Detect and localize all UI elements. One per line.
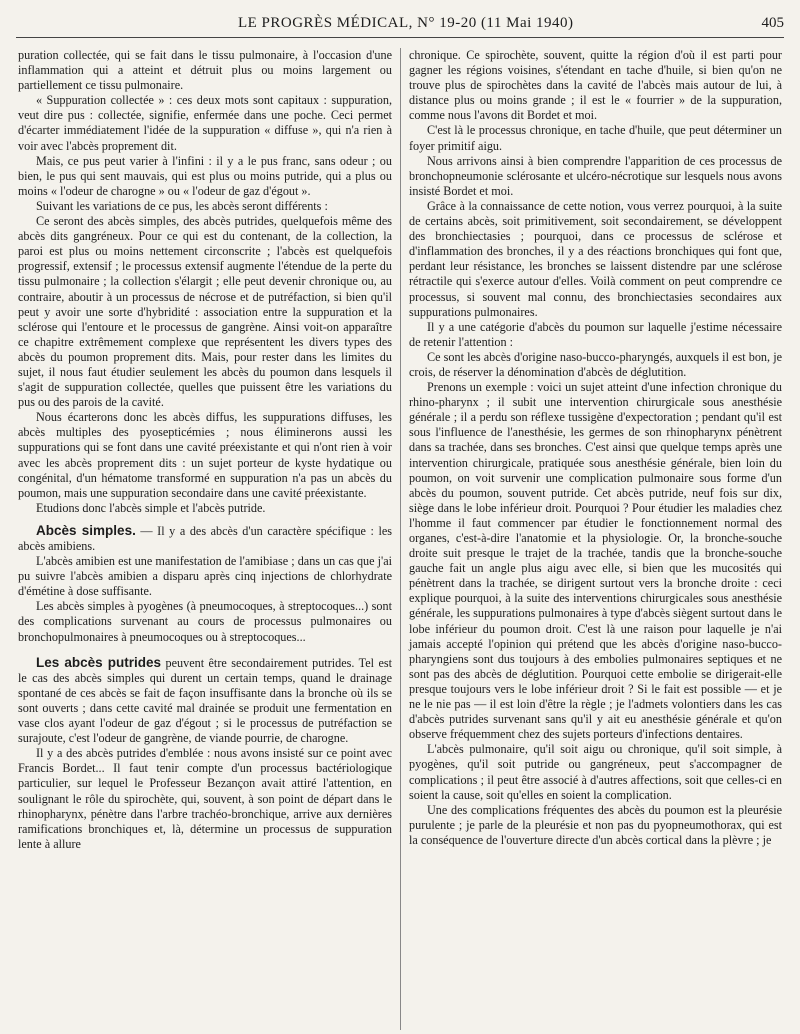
paragraph: Il y a une catégorie d'abcès du poumon sur laquelle j'estime nécessaire de retenir l'attention : [409, 319, 782, 349]
paragraph-text: — Il y a des abcès d'un caractère spécifique : les abcès amibiens. [18, 523, 393, 553]
paragraph: puration collectée, qui se fait dans le tissu pulmonaire, à l'occasion d'une inflammation qui a atteint et détruit plus ou moins largement ou partiellement ce tissu pulmonaire. [18, 48, 392, 93]
journal-title: LE PROGRÈS MÉDICAL, N° 19-20 (11 Mai 1940) [237, 15, 574, 31]
paragraph: L'abcès pulmonaire, qu'il soit aigu ou chronique, qu'il soit simple, à pyogènes, qu'il soit putride ou gangréneux, peut s'accompagner de complications ; il peut être associé à d'autres affections, soit que celles-ci en soient la cause, soit qu'elles en soient la complication. [409, 742, 782, 802]
paragraph: « Suppuration collectée » : ces deux mots sont capitaux : suppuration, veut dire pus : collectée, signifie, enfermée dans une poche. Ceci permet d'écarter immédiatement l'idée de la suppuration « diffuse », qui n'a rien à voir avec l'abcès proprement dit. [18, 93, 392, 153]
paragraph: Mais, ce pus peut varier à l'infini : il y a le pus franc, sans odeur ; ou bien, le pus qui sent mauvais, qui est plus ou moins putride, qui a plus ou moins « l'odeur de charogne » ou « l'odeur de gaz d'égout ». [18, 153, 392, 198]
paragraph: Prenons un exemple : voici un sujet atteint d'une infection chronique du rhino-pharynx ; il subit une intervention chirurgicale sous anesthésie générale ; il a perdu son réflexe tussigène d'expectoration ; pendant qu'il est sous l'influence de l'anesthésie, les germes de son rhinopharynx pénètrent dans sa trachée, dans ses bronches. C'est ainsi que quelque temps après une intervention chirurgicale, pratiquée sous anesthésie générale, bien loin du poumon, on voit survenir une complication pulmonaire sous forme d'un abcès du poumon, souvent putride. Cet abcès putride, neuf fois sur dix, siège dans le lobe inférieur droit. Pourquoi ? Pour étudier les maladies chez l'homme il faut commencer par étudier le fonctionnement normal des organes, c'est-à-dire l'anatomie et la physiologie. Or, la bronche-souche droite suit presque le trajet de la trachée, tandis que la bronche-souche gauche fait un angle plus aigu avec elle, si bien que les mucosités qui pénètrent dans la trachée, se dirigent surtout vers la bronche droite : ceci explique pourquoi, à la suite des interventions chirurgicales sous anesthésie générale, les suppurations pulmonaires à type d'abcès siègent surtout dans le lobe inférieur du poumon droit. C'est là une raison pour laquelle je n'ai jamais accepté l'opinion qui prétend que les abcès d'origine naso-bucco-pharyngiens sont dus toujours à des embolies pulmonaires septiques et ne sont pas des abcès de déglutition. Pourquoi cette embolie se dirigerait-elle presque toujours vers le lobe inférieur droit ? Si le fait est possible — et je ne le nie pas — il est loin d'être la règle ; je l'admets volontiers dans les cas d'abcès putrides survenant sans qu'il y ait eu anesthésie générale et qu'on observe fréquemment chez des sujets porteurs d'infections dentaires. [409, 380, 782, 742]
paragraph: Les abcès simples à pyogènes (à pneumocoques, à streptocoques...) sont des complications survenant au cours de processus pulmonaires ou bronchopulmonaires à pneumocoques ou à streptocoques... [18, 599, 392, 644]
running-header [16, 10, 784, 38]
paragraph: C'est là le processus chronique, en tache d'huile, que peut déterminer un foyer primitif aigu. [409, 123, 782, 153]
left-column [18, 48, 400, 1030]
paragraph: Ce seront des abcès simples, des abcès putrides, quelquefois même des abcès dits gangréneux. Pour ce qui est du contenant, de la collection, la paroi est plus ou moins nettement circonscrite ; l'abcès est quelquefois progressif, extensif ; le processus extensif augmente l'étendue de la perte du tissu pulmonaire ; la collection s'élargit ; elle peut devenir chronique ou, au contraire, aboutir à un processus de nécrose et de putréfaction, si bien qu'il peut y avoir une sorte d'hybridité : association entre la suppuration et la sclérose qui l'entoure et le processus de gangrène. Ainsi voit-on apparaître ce chapitre extrêmement complexe que représentent les divers types des abcès du poumon proprement dits. Mais, pour rester dans les limites du sujet, il nous faut étudier seulement les abcès du poumon dans lesquels il s'agit de suppuration collectée, quelles que puissent être les variations du pus ou des parois de la cavité. [18, 214, 392, 410]
section-paragraph [18, 523, 392, 554]
right-column [400, 48, 782, 1030]
paragraph: Il y a des abcès putrides d'emblée : nous avons insisté sur ce point avec Francis Bordet... Il faut tenir compte d'un processus bactériologique particulier, sur lequel le Professeur Bezançon avait attiré l'attention, en soulignant le rôle du spirochète, qui, souvent, à son point de départ dans le rhinopharynx, pénètre dans l'arbre trachéo-bronchique, arrive aux dernières ramifications bronchiques et, là, détermine un processus de suppuration lente à allure [18, 746, 392, 851]
paragraph: Grâce à la connaissance de cette notion, vous verrez pourquoi, à la suite de certains abcès, soit primitivement, soit secondairement, se développent des bronchiectasies ; pourquoi, dans ce processus de sclérose et d'inflammation des bronches, il y a des réactions bronchiques qui font que, perdant leur résistance, les bronches se laissent distendre par une sclérose rétractile qui s'exerce autour d'elles. Voilà comment on peut comprendre ce processus, si souvent mal connu, des bronchiectasies secondaires aux suppurations pulmonaires. [409, 198, 782, 319]
paragraph: Une des complications fréquentes des abcès du poumon est la pleurésie purulente ; je parle de la pleurésie et non pas du pyopneumothorax, qui est la conséquence de l'ouverture directe d'un abcès cortical dans la plèvre ; je [409, 802, 782, 847]
paragraph-text: peuvent être secondairement putrides. Tel est le cas des abcès simples qui durent un certain temps, quand le drainage spontané de ces abcès se fait de façon insuffisante dans la bronche où ils se sont ouverts ; dans cette cavité mal drainée se produit une fermentation en vase clos ayant l'odeur de gaz d'égout ; si le processus de putréfaction se surajoute, c'est l'odeur de gangrène, de viande pourrie, de charogne. [18, 655, 392, 746]
paragraph: Nous arrivons ainsi à bien comprendre l'apparition de ces processus de bronchopneumonie sclérosante et ulcéro-nécrotique sur lesquels nous avons insisté Bordet et moi. [409, 153, 782, 198]
paragraph: Ce sont les abcès d'origine naso-bucco-pharyngés, auxquels il est bon, je crois, de réserver la dénomination d'abcès de déglutition. [409, 349, 782, 379]
paragraph: L'abcès amibien est une manifestation de l'amibiase ; dans un cas que j'ai pu suivre l'abcès amibien a disparu après cinq injections de chlorhydrate d'émétine à dose suffisante. [18, 554, 392, 599]
article-body [18, 48, 782, 1030]
paragraph: chronique. Ce spirochète, souvent, quitte la région d'où il est parti pour gagner les régions voisines, s'étendant en tache d'huile, si bien qu'on ne trouve plus de spirochètes dans la cavité de l'abcès mais autour de lui, à distance plus ou moins grande ; il est le « fourrier » de la suppuration, comme nous l'avons dit Bordet et moi. [409, 48, 782, 123]
paragraph: Etudions donc l'abcès simple et l'abcès putride. [36, 500, 266, 515]
section-paragraph [18, 655, 392, 747]
paragraph: Nous écarterons donc les abcès diffus, les suppurations diffuses, les abcès multiples des pyosepticémies ; nous éliminerons aussi les suppurations qui se font dans une cavité préexistante et qui n'ont rien à voir avec les abcès proprement dits : un sujet porteur de kyste hydatique ou congénital, d'un hématome transformé en suppuration n'a pas un abcès du poumon, mais une suppuration secondaire dans une cavité préexistante. [18, 410, 392, 500]
paragraph: Suivant les variations de ce pus, les abcès seront différents : [36, 198, 328, 213]
page-number: 405 [761, 15, 784, 31]
section-heading: Les abcès putrides [36, 654, 162, 670]
section-heading: Abcès simples. [36, 522, 136, 538]
